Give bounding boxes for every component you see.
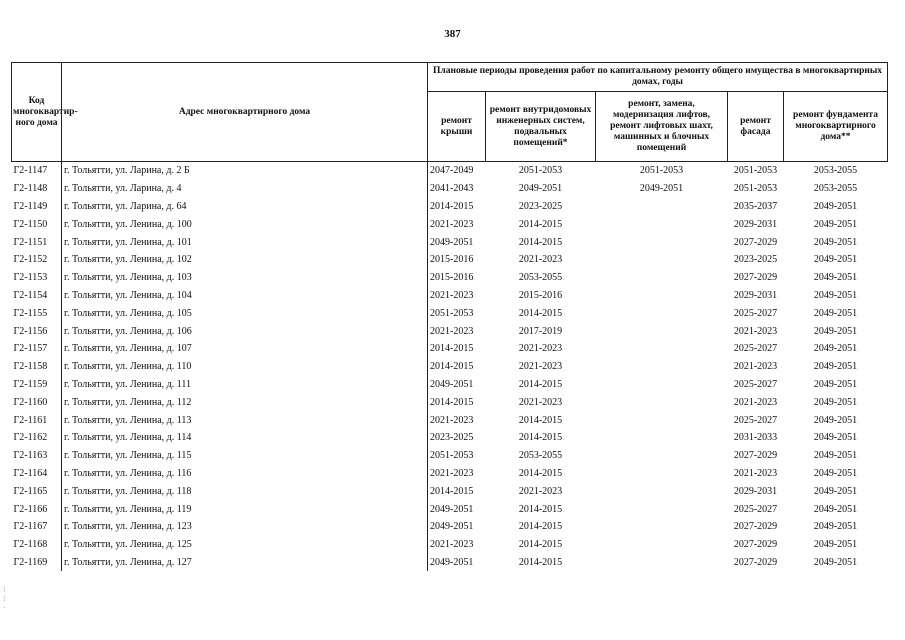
cell-code: Г2-1149 [12,198,62,216]
cell-facade: 2027-2029 [733,272,778,284]
cell-foundation: 2049-2051 [813,218,858,230]
cell-address: г. Тольятти, ул. Ленина, д. 113 [62,411,428,429]
cell-elevator [596,304,728,322]
cell-code: Г2-1162 [12,429,62,447]
cell-engineering: 2014-2015 [518,556,563,568]
cell-foundation: 2049-2051 [813,503,858,515]
table-row [12,322,888,340]
cell-roof: 2049-2051 [430,556,474,568]
cell-engineering: 2014-2015 [518,378,563,390]
cell-address: г. Тольятти, ул. Ленина, д. 118 [62,482,428,500]
header-address: Адрес многоквартирного дома [62,63,428,162]
cell-elevator [596,251,728,269]
cell-facade: 2021-2023 [733,467,778,479]
table-row [12,393,888,411]
cell-foundation: 2049-2051 [813,485,858,497]
cell-roof: 2049-2051 [430,503,474,515]
cell-foundation: 2049-2051 [813,556,858,568]
header-planned-periods: Плановые периоды проведения работ по капитальному ремонту общего имущества в многоквартирных домах, годы [428,63,888,92]
cell-code: Г2-1151 [12,233,62,251]
cell-roof: 2051-2053 [430,450,474,462]
cell-facade: 2021-2023 [733,396,778,408]
cell-foundation: 2049-2051 [813,396,858,408]
cell-roof: 2041-2043 [430,183,474,195]
cell-code: Г2-1163 [12,447,62,465]
cell-elevator [596,411,728,429]
table-row [12,429,888,447]
cell-engineering: 2021-2023 [518,396,563,408]
cell-facade: 2027-2029 [733,236,778,248]
table-row [12,287,888,305]
table-row [12,269,888,287]
cell-engineering: 2053-2055 [518,450,563,462]
cell-roof: 2021-2023 [430,218,474,230]
cell-engineering: 2014-2015 [518,539,563,551]
cell-foundation: 2053-2055 [784,162,888,180]
header-foundation: ремонт фундамента многоквартирного дома** [784,92,888,162]
cell-roof: 2023-2025 [430,432,474,444]
cell-foundation: 2049-2051 [813,521,858,533]
cell-elevator [596,429,728,447]
cell-foundation: 2049-2051 [813,361,858,373]
cell-code: Г2-1147 [12,162,62,180]
cell-facade: 2023-2025 [733,254,778,266]
header-roof: ремонт крыши [428,92,486,162]
cell-foundation: 2049-2051 [813,272,858,284]
cell-facade: 2051-2053 [728,162,784,180]
cell-roof: 2014-2015 [430,485,474,497]
table-row [12,518,888,536]
cell-elevator [596,198,728,216]
scan-margin-marks: ⁝ ⁝ · [3,585,6,612]
cell-address: г. Тольятти, ул. Ленина, д. 111 [62,376,428,394]
cell-address: г. Тольятти, ул. Ленина, д. 114 [62,429,428,447]
cell-elevator [596,269,728,287]
table-row [12,180,888,198]
cell-engineering: 2021-2023 [518,361,563,373]
cell-code: Г2-1160 [12,393,62,411]
cell-facade: 2027-2029 [733,539,778,551]
page-number: 387 [444,28,461,40]
cell-facade: 2051-2053 [733,183,778,195]
cell-foundation: 2049-2051 [813,432,858,444]
cell-foundation: 2049-2051 [813,343,858,355]
cell-elevator [596,447,728,465]
cell-code: Г2-1167 [12,518,62,536]
cell-engineering: 2014-2015 [518,521,563,533]
table-row [12,536,888,554]
header-elevator: ремонт, замена, модернизация лифтов, ремонт лифтовых шахт, машинных и блочных помещений [596,92,728,162]
cell-code: Г2-1148 [12,180,62,198]
cell-foundation: 2049-2051 [813,378,858,390]
cell-facade: 2025-2027 [733,307,778,319]
cell-code: Г2-1152 [12,251,62,269]
cell-elevator [596,536,728,554]
cell-code: Г2-1161 [12,411,62,429]
cell-elevator: 2051-2053 [596,162,728,180]
cell-foundation: 2049-2051 [813,539,858,551]
cell-engineering: 2021-2023 [518,485,563,497]
table-row [12,340,888,358]
cell-code: Г2-1166 [12,500,62,518]
cell-address: г. Тольятти, ул. Ленина, д. 100 [62,215,428,233]
cell-engineering: 2014-2015 [518,467,563,479]
cell-address: г. Тольятти, ул. Ленина, д. 105 [62,304,428,322]
cell-elevator [596,554,728,572]
cell-address: г. Тольятти, ул. Ларина, д. 4 [62,180,428,198]
cell-facade: 2025-2027 [733,414,778,426]
cell-foundation: 2049-2051 [813,467,858,479]
cell-facade: 2025-2027 [733,343,778,355]
cell-code: Г2-1150 [12,215,62,233]
cell-elevator [596,482,728,500]
cell-engineering: 2017-2019 [518,325,563,337]
table-row [12,358,888,376]
cell-engineering: 2014-2015 [518,503,563,515]
cell-engineering: 2049-2051 [518,183,563,195]
cell-facade: 2025-2027 [733,503,778,515]
cell-address: г. Тольятти, ул. Ленина, д. 101 [62,233,428,251]
cell-address: г. Тольятти, ул. Ленина, д. 123 [62,518,428,536]
cell-foundation: 2053-2055 [813,183,858,195]
table-row [12,215,888,233]
cell-engineering: 2053-2055 [518,272,563,284]
cell-elevator [596,233,728,251]
cell-roof: 2021-2023 [430,414,474,426]
cell-code: Г2-1165 [12,482,62,500]
cell-foundation: 2049-2051 [813,325,858,337]
cell-roof: 2021-2023 [430,289,474,301]
cell-engineering: 2021-2023 [518,343,563,355]
cell-engineering: 2051-2053 [486,162,596,180]
cell-elevator: 2049-2051 [639,183,684,195]
cell-foundation: 2049-2051 [813,307,858,319]
cell-elevator [596,358,728,376]
cell-facade: 2029-2031 [733,218,778,230]
cell-code: Г2-1153 [12,269,62,287]
cell-engineering: 2023-2025 [518,200,563,212]
table-body [12,162,888,572]
cell-address: г. Тольятти, ул. Ленина, д. 104 [62,287,428,305]
table-row [12,482,888,500]
cell-elevator [596,518,728,536]
cell-address: г. Тольятти, ул. Ленина, д. 107 [62,340,428,358]
table-row [12,465,888,483]
cell-address: г. Тольятти, ул. Ленина, д. 115 [62,447,428,465]
cell-address: г. Тольятти, ул. Ленина, д. 127 [62,554,428,572]
cell-engineering: 2014-2015 [518,236,563,248]
cell-facade: 2029-2031 [733,485,778,497]
cell-roof: 2051-2053 [430,307,474,319]
cell-engineering: 2014-2015 [518,414,563,426]
header-row-group [12,63,888,92]
cell-address: г. Тольятти, ул. Ларина, д. 64 [62,198,428,216]
cell-roof: 2015-2016 [430,254,474,266]
table-row [12,198,888,216]
cell-foundation: 2049-2051 [813,450,858,462]
cell-code: Г2-1169 [12,554,62,572]
cell-foundation: 2049-2051 [813,254,858,266]
table-row [12,304,888,322]
cell-roof: 2049-2051 [430,521,474,533]
cell-facade: 2027-2029 [733,556,778,568]
cell-address: г. Тольятти, ул. Ленина, д. 106 [62,322,428,340]
table-row [12,251,888,269]
cell-elevator [596,322,728,340]
cell-foundation: 2049-2051 [813,200,858,212]
cell-foundation: 2049-2051 [813,289,858,301]
capital-repair-table [11,62,888,571]
cell-roof: 2014-2015 [430,343,474,355]
cell-address: г. Тольятти, ул. Ленина, д. 102 [62,251,428,269]
table-row [12,500,888,518]
cell-elevator [596,393,728,411]
cell-code: Г2-1156 [12,322,62,340]
cell-engineering: 2014-2015 [518,218,563,230]
cell-facade: 2035-2037 [733,200,778,212]
cell-engineering: 2021-2023 [518,254,563,266]
header-engineering: ремонт внутридомовых инженерных систем, подвальных помещений* [486,92,596,162]
cell-code: Г2-1159 [12,376,62,394]
cell-address: г. Тольятти, ул. Ленина, д. 125 [62,536,428,554]
cell-code: Г2-1157 [12,340,62,358]
cell-foundation: 2049-2051 [813,414,858,426]
cell-facade: 2031-2033 [733,432,778,444]
cell-elevator [596,215,728,233]
cell-code: Г2-1164 [12,465,62,483]
cell-roof: 2049-2051 [430,378,474,390]
cell-code: Г2-1155 [12,304,62,322]
table-row [12,162,888,180]
cell-roof: 2047-2049 [428,162,486,180]
cell-elevator [596,340,728,358]
table-row [12,233,888,251]
cell-address: г. Тольятти, ул. Ленина, д. 119 [62,500,428,518]
cell-code: Г2-1154 [12,287,62,305]
cell-foundation: 2049-2051 [813,236,858,248]
table-row [12,447,888,465]
cell-roof: 2015-2016 [430,272,474,284]
table-row [12,376,888,394]
cell-engineering: 2015-2016 [518,289,563,301]
cell-address: г. Тольятти, ул. Ленина, д. 116 [62,465,428,483]
cell-address: г. Тольятти, ул. Ленина, д. 110 [62,358,428,376]
cell-elevator [596,376,728,394]
header-code: Код многоквартир-ного дома [12,63,62,162]
cell-facade: 2021-2023 [733,325,778,337]
cell-roof: 2014-2015 [430,200,474,212]
cell-elevator [596,500,728,518]
cell-facade: 2027-2029 [733,450,778,462]
cell-roof: 2014-2015 [430,396,474,408]
header-facade: ремонт фасада [728,92,784,162]
cell-code: Г2-1168 [12,536,62,554]
table-row [12,411,888,429]
cell-address: г. Тольятти, ул. Ленина, д. 103 [62,269,428,287]
cell-facade: 2021-2023 [733,361,778,373]
cell-address: г. Тольятти, ул. Ленина, д. 112 [62,393,428,411]
cell-facade: 2029-2031 [733,289,778,301]
cell-roof: 2021-2023 [430,467,474,479]
cell-roof: 2049-2051 [430,236,474,248]
table-row [12,554,888,572]
cell-facade: 2027-2029 [733,521,778,533]
cell-roof: 2021-2023 [430,325,474,337]
cell-engineering: 2014-2015 [518,432,563,444]
cell-address: г. Тольятти, ул. Ларина, д. 2 Б [62,162,428,180]
cell-code: Г2-1158 [12,358,62,376]
cell-elevator [596,465,728,483]
cell-roof: 2021-2023 [430,539,474,551]
cell-engineering: 2014-2015 [518,307,563,319]
cell-facade: 2025-2027 [733,378,778,390]
cell-elevator [596,287,728,305]
cell-roof: 2014-2015 [430,361,474,373]
